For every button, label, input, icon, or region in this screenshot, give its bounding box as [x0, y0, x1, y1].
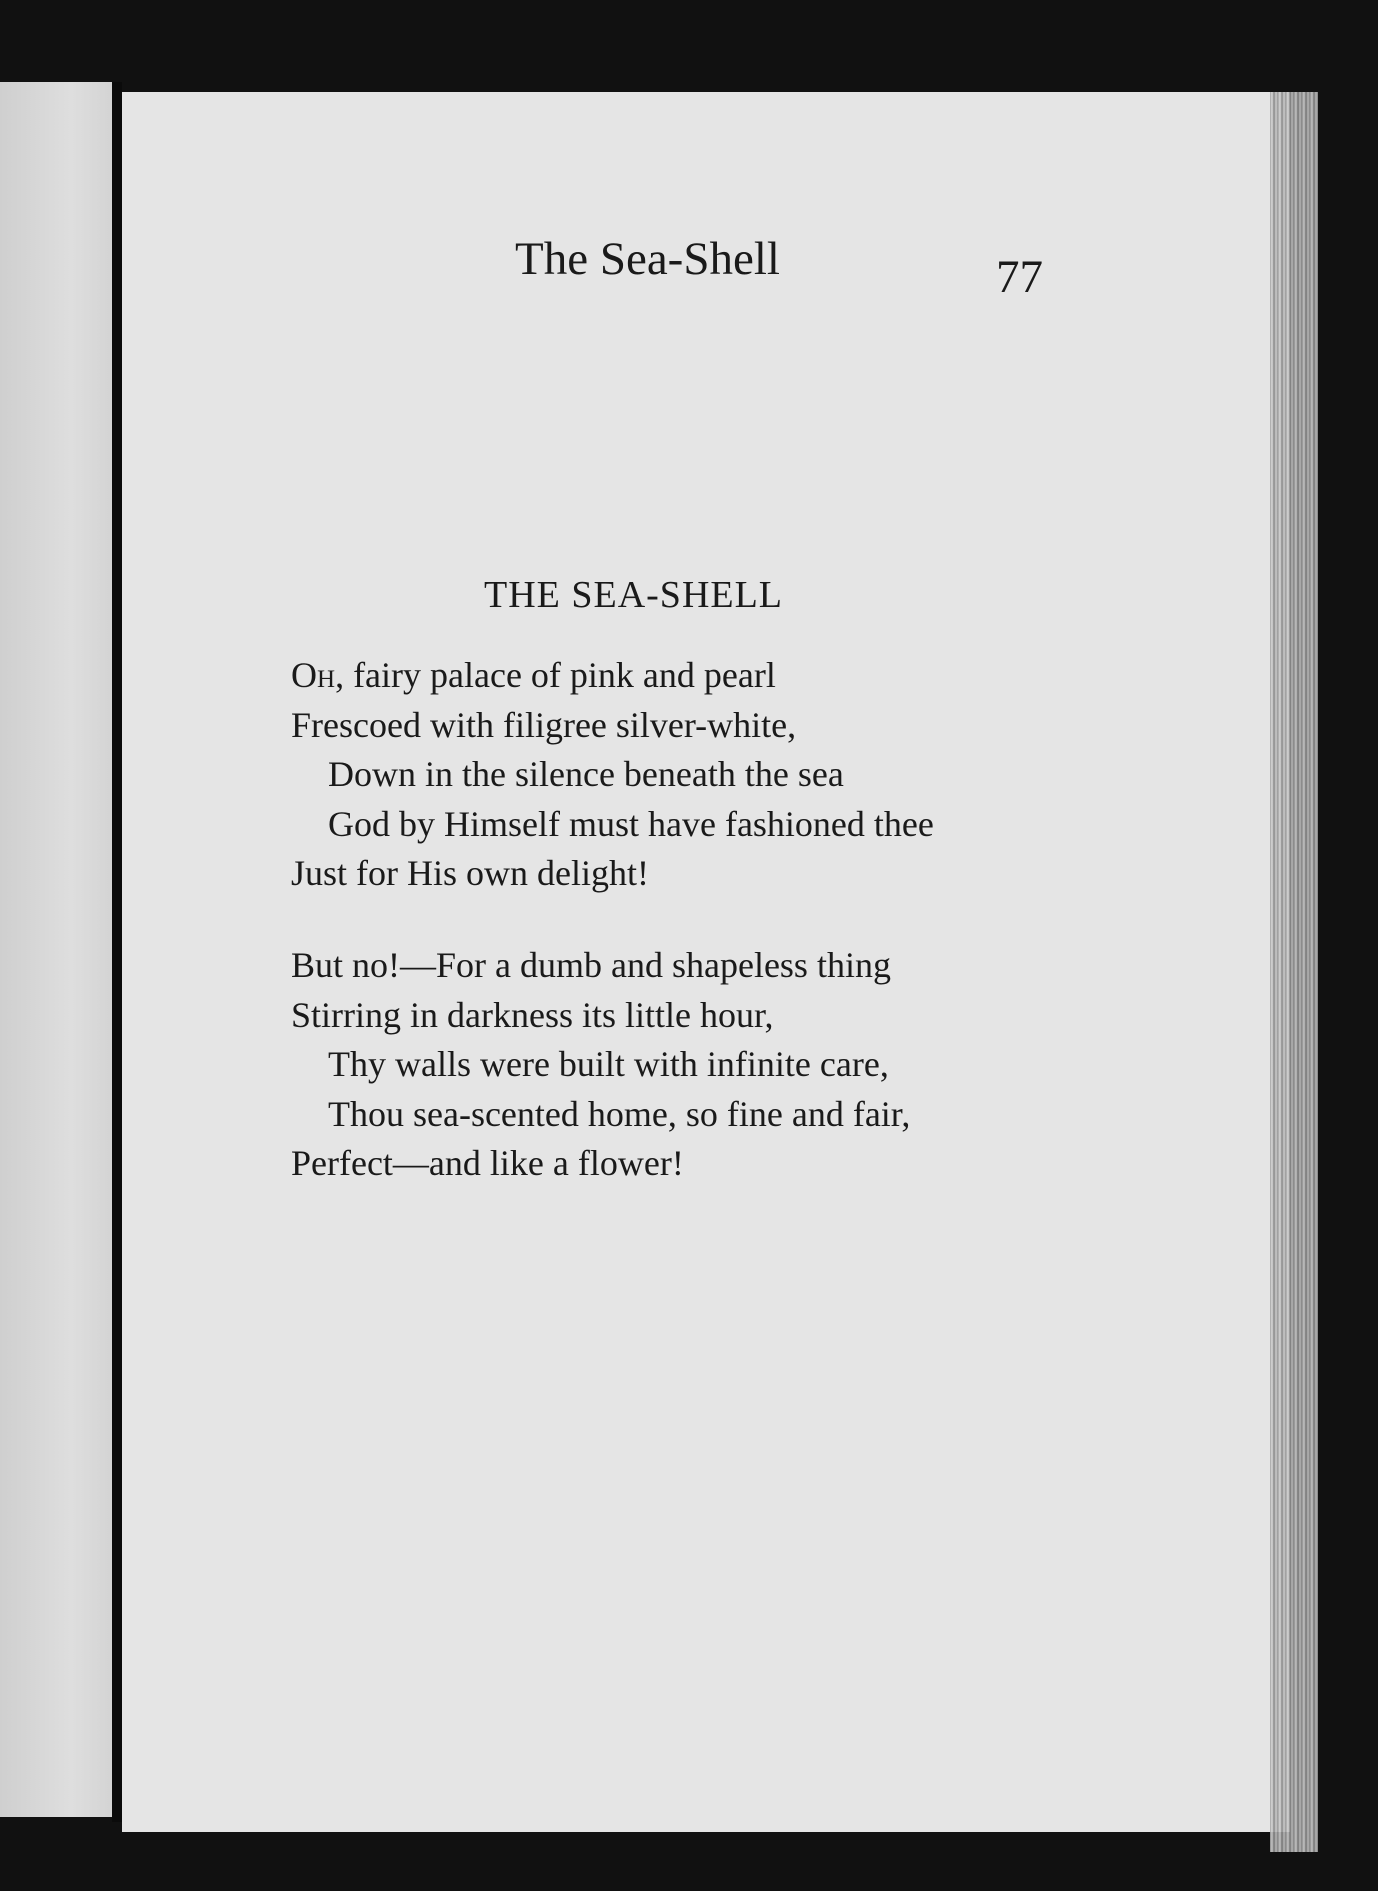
running-title: The Sea-Shell: [515, 233, 780, 285]
page-stack-edge: [1270, 92, 1318, 1852]
poem-line: But no!—For a dumb and shapeless thing: [291, 945, 891, 985]
book-spine: [112, 82, 122, 1822]
stanza-1: [291, 651, 934, 899]
poem-line: Thy walls were built with infinite care,: [328, 1044, 889, 1084]
page-number: 77: [996, 251, 1043, 303]
poem-line: Perfect—and like a flower!: [291, 1143, 684, 1183]
poem-line: God by Himself must have fashioned thee: [328, 803, 934, 844]
poem-line-text: , fairy palace of pink and pearl: [335, 655, 776, 695]
stanza-2: [291, 941, 910, 1189]
facing-page-edge: [0, 82, 118, 1817]
poem-line: Thou sea-scented home, so fine and fair,: [328, 1093, 911, 1134]
poem-line: Down in the silence beneath the sea: [328, 754, 844, 794]
poem-line: [291, 651, 934, 701]
poem-line: Just for His own delight!: [291, 853, 649, 893]
poem-line-lead: Oh: [291, 655, 336, 695]
poem-line: Stirring in darkness its little hour,: [291, 994, 774, 1035]
poem-line: Frescoed with filigree silver-white,: [291, 704, 797, 745]
poem-title: THE SEA-SHELL: [484, 574, 784, 616]
